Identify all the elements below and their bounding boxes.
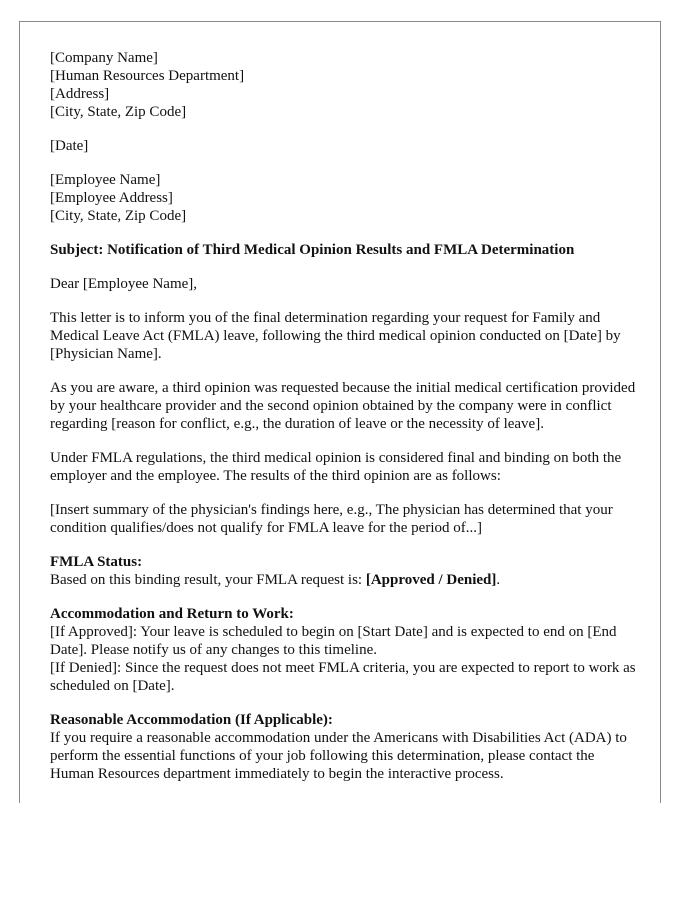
sender-address xyxy=(50,49,640,121)
accommodation-denied: [If Denied]: Since the request does not meet FMLA criteria, you are expected to report to work as scheduled on [Date]. xyxy=(50,660,636,694)
summary-paragraph: [Insert summary of the physician's findings here, e.g., The physician has determined that your condition qualifies/does not qualify for FMLA leave for the period of...] xyxy=(50,502,613,536)
sender-street: [Address] xyxy=(50,86,110,102)
recipient-street: [Employee Address] xyxy=(50,190,173,206)
fmla-status-result: [Approved / Denied] xyxy=(365,572,497,588)
reasonable-accommodation-title: Reasonable Accommodation (If Applicable): xyxy=(50,712,333,728)
salutation: Dear [Employee Name], xyxy=(50,276,198,292)
date-text: [Date] xyxy=(50,138,89,154)
intro-paragraph: This letter is to inform you of the final determination regarding your request for Family and Medical Leave Act (FMLA) leave, following the third medical opinion conducted on [Date] by [Physician Name]. xyxy=(50,310,621,362)
subject-line: Subject: Notification of Third Medical Opinion Results and FMLA Determination xyxy=(50,242,575,258)
regulations-paragraph: Under FMLA regulations, the third medical opinion is considered final and binding on both the employer and the employee. The results of the third opinion are as follows: xyxy=(50,450,622,484)
reason-paragraph: As you are aware, a third opinion was requested because the initial medical certification provided by your healthcare provider and the second opinion obtained by the company were in conflict regarding [reason for conflict, e.g., the duration of leave or the necessity of leave]. xyxy=(50,380,636,432)
accommodation-approved: [If Approved]: Your leave is scheduled to begin on [Start Date] and is expected to end on [End Date]. Please notify us of any changes to this timeline. xyxy=(50,624,617,658)
accommodation-title: Accommodation and Return to Work: xyxy=(50,606,294,622)
letter-date xyxy=(50,137,640,155)
fmla-status-text: Based on this binding result, your FMLA request is: xyxy=(50,572,366,588)
fmla-status-title: FMLA Status: xyxy=(50,554,143,570)
fmla-status-suffix: . xyxy=(496,572,501,588)
reasonable-accommodation-text: If you require a reasonable accommodation under the Americans with Disabilities Act (ADA) to perform the essential functions of your job following this determination, please contact the Human Resources department immediately to begin the interactive process. xyxy=(50,730,627,782)
letter-page xyxy=(19,21,661,803)
sender-city: [City, State, Zip Code] xyxy=(50,104,187,120)
sender-department: [Human Resources Department] xyxy=(50,68,245,84)
recipient-address xyxy=(50,171,640,225)
fmla-status-section xyxy=(50,553,640,589)
recipient-name: [Employee Name] xyxy=(50,172,161,188)
accommodation-section xyxy=(50,605,640,695)
reasonable-accommodation-section xyxy=(50,711,640,783)
letter-body xyxy=(50,49,640,799)
recipient-city: [City, State, Zip Code] xyxy=(50,208,187,224)
sender-company: [Company Name] xyxy=(50,50,158,66)
